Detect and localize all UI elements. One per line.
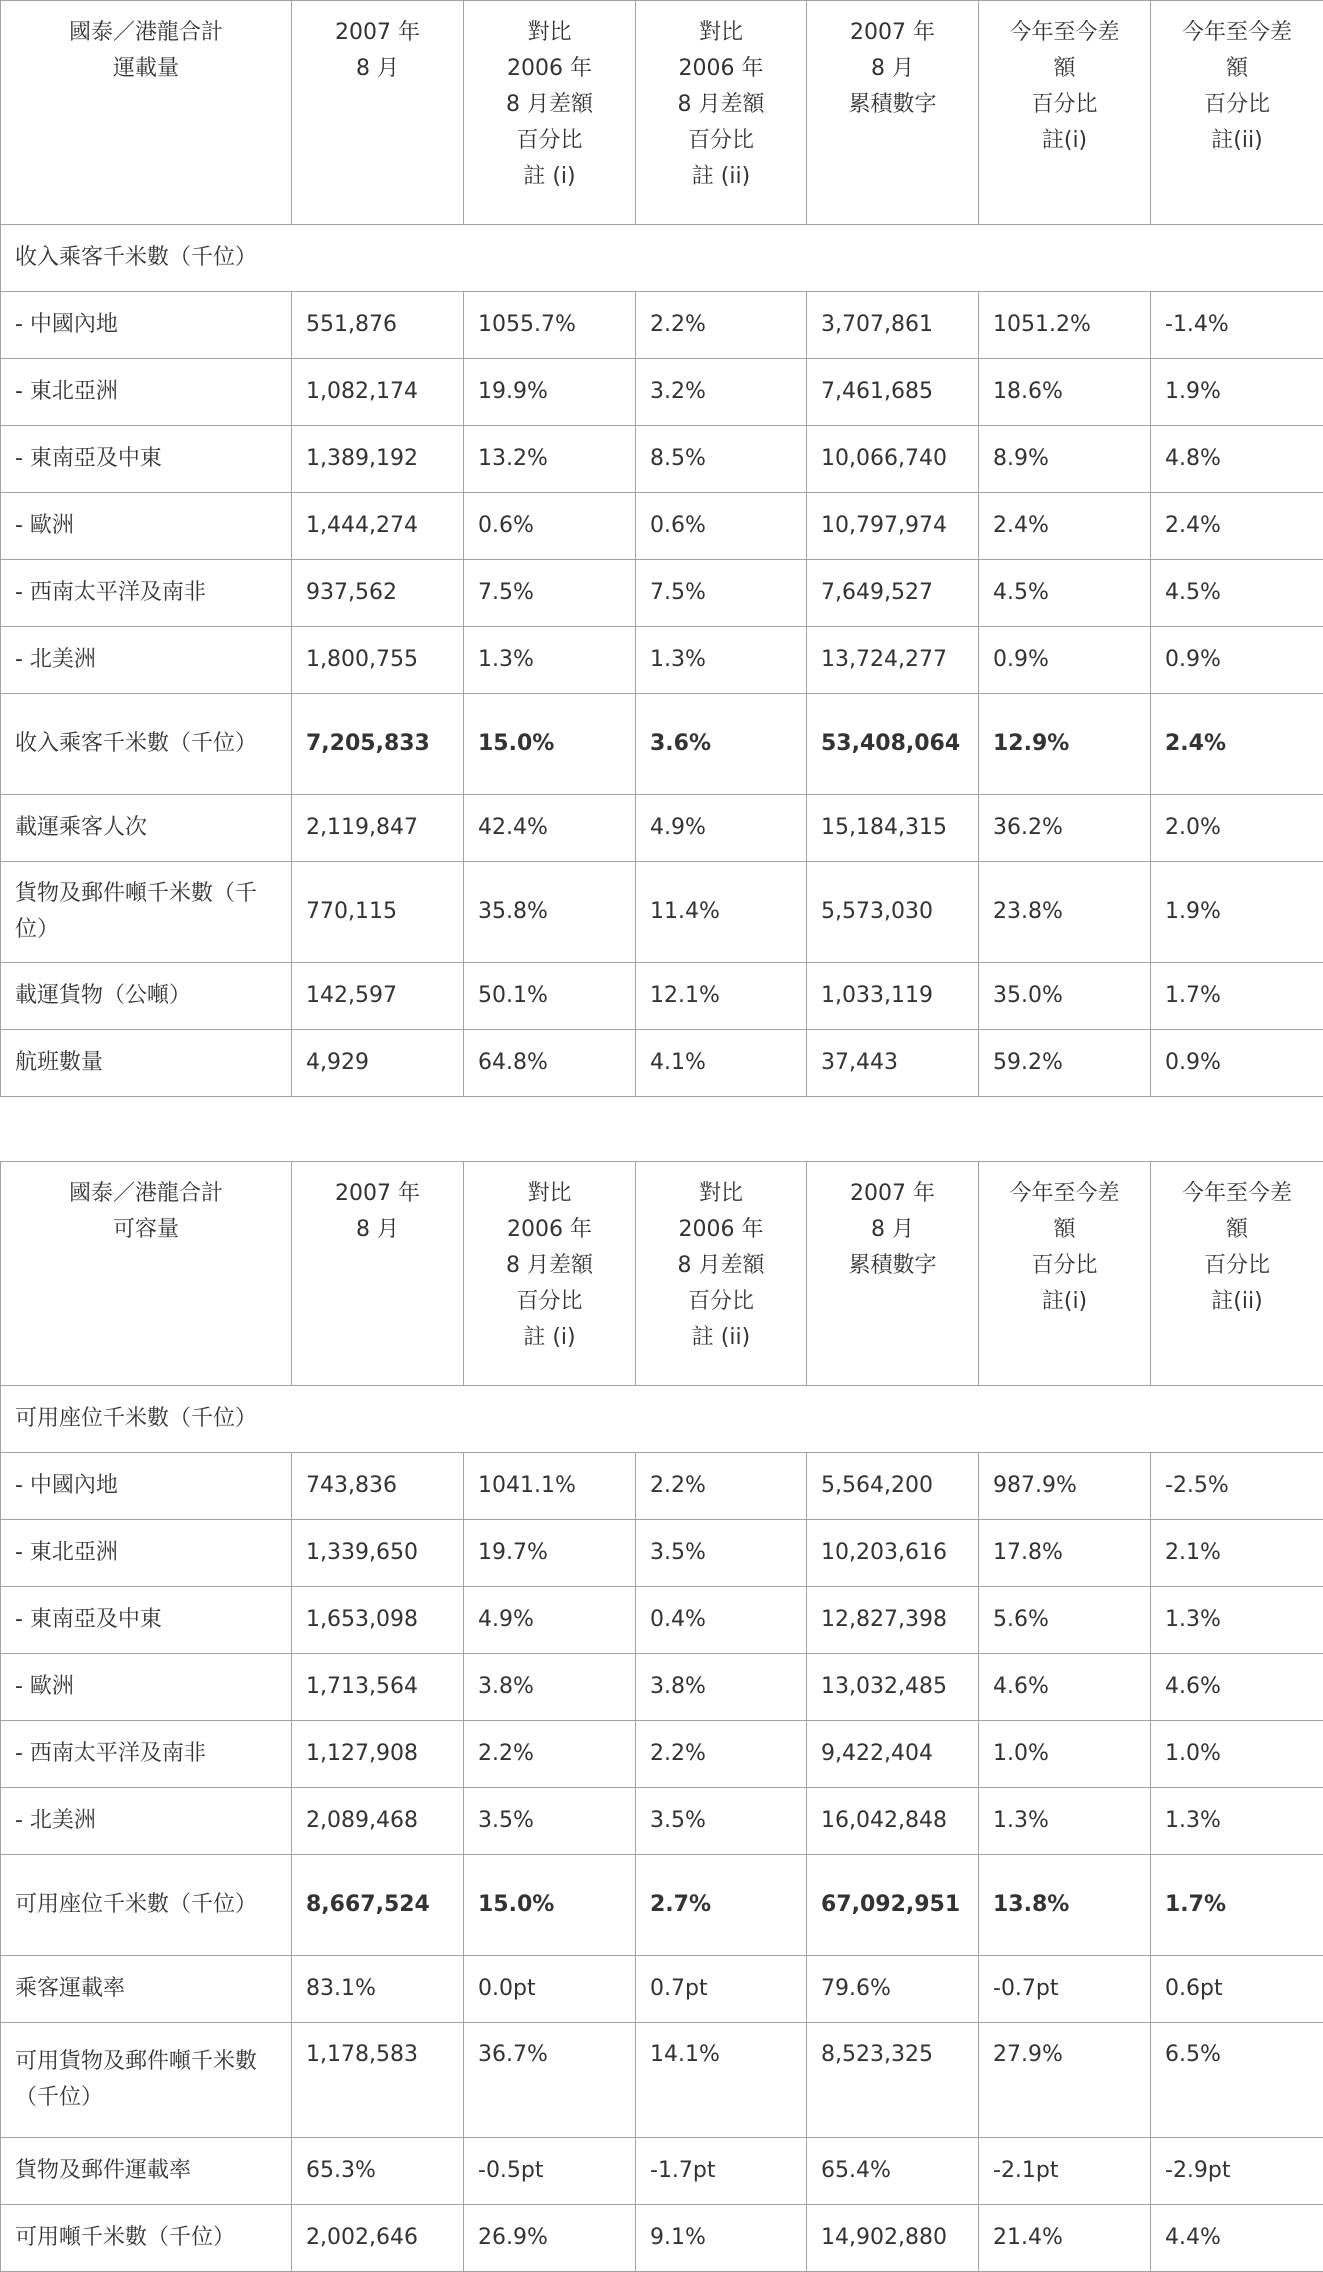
cell: 5.6%	[979, 1587, 1151, 1654]
cell: 2.2%	[464, 1721, 636, 1788]
cell: 9,422,404	[807, 1721, 979, 1788]
cell: 1.3%	[464, 627, 636, 694]
cell: 1.7%	[1151, 1855, 1323, 1956]
cell: 13.8%	[979, 1855, 1151, 1956]
row-label: 航班數量	[1, 1030, 292, 1097]
cell: 0.7pt	[636, 1956, 807, 2023]
table-row	[1, 2023, 1323, 2138]
cell: 8,523,325	[807, 2023, 979, 2138]
table-row	[1, 1721, 1323, 1788]
cell: 10,797,974	[807, 493, 979, 560]
row-label: - 東北亞洲	[1, 1520, 292, 1587]
table-row	[1, 1788, 1323, 1855]
cell: 16,042,848	[807, 1788, 979, 1855]
cell: 65.4%	[807, 2138, 979, 2205]
header-cell: 2007 年 8 月	[292, 1, 464, 225]
section-row	[1, 1386, 1323, 1453]
cell: 3.5%	[464, 1788, 636, 1855]
header-cell: 對比 2006 年 8 月差額 百分比 註 (ii)	[636, 1, 807, 225]
cell: 67,092,951	[807, 1855, 979, 1956]
row-label: - 中國內地	[1, 292, 292, 359]
cell: 1,800,755	[292, 627, 464, 694]
cell: 4.5%	[1151, 560, 1323, 627]
cell: 1.9%	[1151, 359, 1323, 426]
cell: 3.5%	[636, 1520, 807, 1587]
cell: 19.7%	[464, 1520, 636, 1587]
cell: 5,573,030	[807, 862, 979, 963]
cell: 7,205,833	[292, 694, 464, 795]
cell: 2.4%	[1151, 694, 1323, 795]
cell: 12.1%	[636, 963, 807, 1030]
cell: -0.7pt	[979, 1956, 1151, 2023]
cell: 7.5%	[636, 560, 807, 627]
table-row	[1, 963, 1323, 1030]
header-cell: 國泰／港龍合計 運載量	[1, 1, 292, 225]
cell: -2.9pt	[1151, 2138, 1323, 2205]
header-cell: 2007 年 8 月 累積數字	[807, 1162, 979, 1386]
cell: 3.8%	[636, 1654, 807, 1721]
cell: 2,089,468	[292, 1788, 464, 1855]
cell: 551,876	[292, 292, 464, 359]
cell: 37,443	[807, 1030, 979, 1097]
table-row	[1, 1654, 1323, 1721]
cell: 2.4%	[979, 493, 1151, 560]
table-row	[1, 2205, 1323, 2272]
row-label: 載運乘客人次	[1, 795, 292, 862]
cell: 36.2%	[979, 795, 1151, 862]
cell: 64.8%	[464, 1030, 636, 1097]
cell: 1,127,908	[292, 1721, 464, 1788]
cell: 2.1%	[1151, 1520, 1323, 1587]
cell: 4.4%	[1151, 2205, 1323, 2272]
cell: 1.0%	[1151, 1721, 1323, 1788]
header-cell: 對比 2006 年 8 月差額 百分比 註 (i)	[464, 1, 636, 225]
cell: 2.2%	[636, 292, 807, 359]
cell: 1051.2%	[979, 292, 1151, 359]
cell: 17.8%	[979, 1520, 1151, 1587]
cell: 1041.1%	[464, 1453, 636, 1520]
cell: 27.9%	[979, 2023, 1151, 2138]
section-label: 可用座位千米數（千位）	[1, 1386, 1323, 1453]
cell: 1,339,650	[292, 1520, 464, 1587]
table-row	[1, 1453, 1323, 1520]
row-label: - 東北亞洲	[1, 359, 292, 426]
cell: 13,724,277	[807, 627, 979, 694]
cell: 1,082,174	[292, 359, 464, 426]
cell: 53,408,064	[807, 694, 979, 795]
cell: 3,707,861	[807, 292, 979, 359]
table-spacer	[0, 1097, 1323, 1161]
cell: 35.8%	[464, 862, 636, 963]
cell: 14.1%	[636, 2023, 807, 2138]
row-label: - 歐洲	[1, 1654, 292, 1721]
header-cell: 對比 2006 年 8 月差額 百分比 註 (ii)	[636, 1162, 807, 1386]
table-row	[1, 1587, 1323, 1654]
cell: 1.0%	[979, 1721, 1151, 1788]
cell: 12.9%	[979, 694, 1151, 795]
section-row	[1, 225, 1323, 292]
cell: 8,667,524	[292, 1855, 464, 1956]
cell: 15.0%	[464, 1855, 636, 1956]
cell: 1.3%	[636, 627, 807, 694]
cell: 2,119,847	[292, 795, 464, 862]
total-row	[1, 694, 1323, 795]
row-label: 可用噸千米數（千位）	[1, 2205, 292, 2272]
cell: -1.4%	[1151, 292, 1323, 359]
row-label: - 東南亞及中東	[1, 426, 292, 493]
row-label: - 中國內地	[1, 1453, 292, 1520]
cell: 4,929	[292, 1030, 464, 1097]
cell: 1,033,119	[807, 963, 979, 1030]
table-row	[1, 862, 1323, 963]
cell: 13.2%	[464, 426, 636, 493]
table-row	[1, 1956, 1323, 2023]
cell: 4.6%	[979, 1654, 1151, 1721]
cell: 0.9%	[979, 627, 1151, 694]
header-cell: 2007 年 8 月	[292, 1162, 464, 1386]
cell: 83.1%	[292, 1956, 464, 2023]
table-row	[1, 560, 1323, 627]
row-label: 貨物及郵件噸千米數（千位）	[1, 862, 292, 963]
total-row	[1, 1855, 1323, 1956]
cell: 3.8%	[464, 1654, 636, 1721]
cell: -2.1pt	[979, 2138, 1151, 2205]
header-row	[1, 1, 1323, 225]
table-row	[1, 1520, 1323, 1587]
header-cell: 對比 2006 年 8 月差額 百分比 註 (i)	[464, 1162, 636, 1386]
row-label: - 東南亞及中東	[1, 1587, 292, 1654]
cell: 770,115	[292, 862, 464, 963]
cell: 42.4%	[464, 795, 636, 862]
cell: 9.1%	[636, 2205, 807, 2272]
cell: 15.0%	[464, 694, 636, 795]
table-row	[1, 493, 1323, 560]
cell: -2.5%	[1151, 1453, 1323, 1520]
cell: 3.2%	[636, 359, 807, 426]
cell: 10,066,740	[807, 426, 979, 493]
table-row	[1, 2138, 1323, 2205]
cell: 5,564,200	[807, 1453, 979, 1520]
cell: 23.8%	[979, 862, 1151, 963]
cell: 2,002,646	[292, 2205, 464, 2272]
cell: 50.1%	[464, 963, 636, 1030]
cell: 4.8%	[1151, 426, 1323, 493]
cell: 1,178,583	[292, 2023, 464, 2138]
cell: 4.1%	[636, 1030, 807, 1097]
cell: 1,389,192	[292, 426, 464, 493]
cell: 3.5%	[636, 1788, 807, 1855]
cell: 6.5%	[1151, 2023, 1323, 2138]
header-cell: 國泰／港龍合計 可容量	[1, 1162, 292, 1386]
header-cell: 今年至今差 額 百分比 註(i)	[979, 1, 1151, 225]
cell: 18.6%	[979, 359, 1151, 426]
cell: 10,203,616	[807, 1520, 979, 1587]
table-row	[1, 359, 1323, 426]
header-row	[1, 1162, 1323, 1386]
cell: 7,461,685	[807, 359, 979, 426]
cell: 1055.7%	[464, 292, 636, 359]
cell: 4.5%	[979, 560, 1151, 627]
table-row	[1, 795, 1323, 862]
cell: 2.7%	[636, 1855, 807, 1956]
cell: 2.4%	[1151, 493, 1323, 560]
cell: 1.3%	[979, 1788, 1151, 1855]
section-label: 收入乘客千米數（千位）	[1, 225, 1323, 292]
cell: 13,032,485	[807, 1654, 979, 1721]
cell: -1.7pt	[636, 2138, 807, 2205]
row-label: 貨物及郵件運載率	[1, 2138, 292, 2205]
cell: 937,562	[292, 560, 464, 627]
cell: 142,597	[292, 963, 464, 1030]
header-cell: 今年至今差 額 百分比 註(ii)	[1151, 1162, 1323, 1386]
cell: 2.2%	[636, 1453, 807, 1520]
row-label: 收入乘客千米數（千位）	[1, 694, 292, 795]
cell: -0.5pt	[464, 2138, 636, 2205]
cell: 8.5%	[636, 426, 807, 493]
cell: 0.0pt	[464, 1956, 636, 2023]
table-row	[1, 1030, 1323, 1097]
capacity-table	[0, 1161, 1323, 2272]
cell: 0.6%	[464, 493, 636, 560]
cell: 1.9%	[1151, 862, 1323, 963]
cell: 0.6pt	[1151, 1956, 1323, 2023]
cell: 0.9%	[1151, 1030, 1323, 1097]
cell: 59.2%	[979, 1030, 1151, 1097]
header-cell: 今年至今差 額 百分比 註(i)	[979, 1162, 1151, 1386]
table-row	[1, 426, 1323, 493]
row-label: 可用座位千米數（千位）	[1, 1855, 292, 1956]
row-label: - 歐洲	[1, 493, 292, 560]
cell: 1.3%	[1151, 1587, 1323, 1654]
cell: 65.3%	[292, 2138, 464, 2205]
cell: 1.7%	[1151, 963, 1323, 1030]
row-label: - 西南太平洋及南非	[1, 560, 292, 627]
cell: 2.0%	[1151, 795, 1323, 862]
row-label: - 北美洲	[1, 1788, 292, 1855]
cell: 7,649,527	[807, 560, 979, 627]
cell: 2.2%	[636, 1721, 807, 1788]
row-label: 載運貨物（公噸）	[1, 963, 292, 1030]
cell: 7.5%	[464, 560, 636, 627]
row-label: - 西南太平洋及南非	[1, 1721, 292, 1788]
cell: 8.9%	[979, 426, 1151, 493]
cell: 1,713,564	[292, 1654, 464, 1721]
cell: 0.4%	[636, 1587, 807, 1654]
cell: 11.4%	[636, 862, 807, 963]
cell: 79.6%	[807, 1956, 979, 2023]
cell: 1.3%	[1151, 1788, 1323, 1855]
cell: 743,836	[292, 1453, 464, 1520]
cell: 26.9%	[464, 2205, 636, 2272]
cell: 15,184,315	[807, 795, 979, 862]
cell: 14,902,880	[807, 2205, 979, 2272]
cell: 1,653,098	[292, 1587, 464, 1654]
cell: 12,827,398	[807, 1587, 979, 1654]
cell: 4.6%	[1151, 1654, 1323, 1721]
cell: 1,444,274	[292, 493, 464, 560]
row-label: 可用貨物及郵件噸千米數（千位）	[1, 2023, 292, 2138]
cell: 19.9%	[464, 359, 636, 426]
row-label: - 北美洲	[1, 627, 292, 694]
cell: 0.9%	[1151, 627, 1323, 694]
cell: 21.4%	[979, 2205, 1151, 2272]
table-row	[1, 292, 1323, 359]
cell: 987.9%	[979, 1453, 1151, 1520]
cell: 4.9%	[464, 1587, 636, 1654]
table-row	[1, 627, 1323, 694]
cell: 0.6%	[636, 493, 807, 560]
header-cell: 今年至今差 額 百分比 註(ii)	[1151, 1, 1323, 225]
header-cell: 2007 年 8 月 累積數字	[807, 1, 979, 225]
cell: 4.9%	[636, 795, 807, 862]
traffic-table	[0, 0, 1323, 1097]
cell: 35.0%	[979, 963, 1151, 1030]
cell: 36.7%	[464, 2023, 636, 2138]
row-label: 乘客運載率	[1, 1956, 292, 2023]
cell: 3.6%	[636, 694, 807, 795]
